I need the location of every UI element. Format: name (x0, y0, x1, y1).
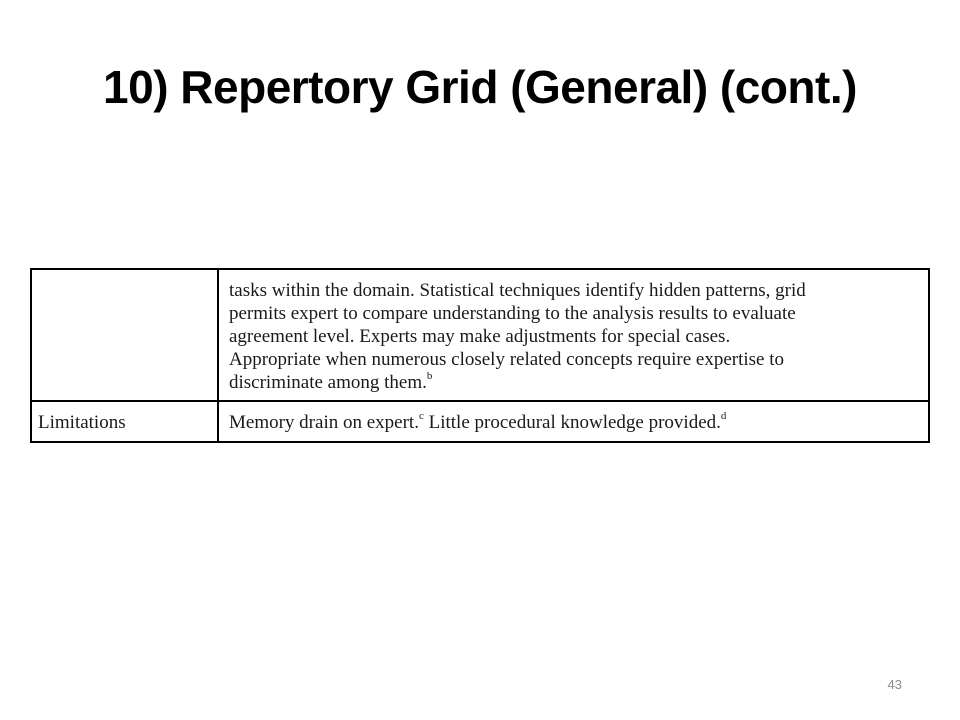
row-label (32, 270, 219, 400)
description-line: agreement level. Experts may make adjustments for special cases. (229, 326, 731, 347)
description-text: discriminate among them. (229, 372, 427, 393)
row-limitations-description (219, 402, 928, 441)
footnote-marker: c (418, 410, 424, 422)
slide-title: 10) Repertory Grid (General) (cont.) (103, 61, 857, 113)
footnote-marker: d (720, 410, 727, 422)
description-line (229, 371, 920, 394)
description-line: tasks within the domain. Statistical techniques identify hidden patterns, grid (229, 280, 806, 301)
description-line (229, 411, 920, 434)
footnote-marker: b (426, 370, 433, 382)
page-number: 43 (887, 677, 902, 692)
description-line: Appropriate when numerous closely related concepts require expertise to (229, 349, 785, 370)
description-text: Little procedural knowledge provided. (423, 412, 721, 433)
description-line: permits expert to compare understanding to the analysis results to evaluate (229, 303, 796, 324)
table-row (30, 402, 930, 443)
table-row (30, 268, 930, 402)
row-label-limitations: Limitations (32, 402, 219, 441)
row-description (219, 270, 928, 400)
description-text: Memory drain on expert. (229, 412, 419, 433)
repertory-grid-table (30, 268, 930, 443)
